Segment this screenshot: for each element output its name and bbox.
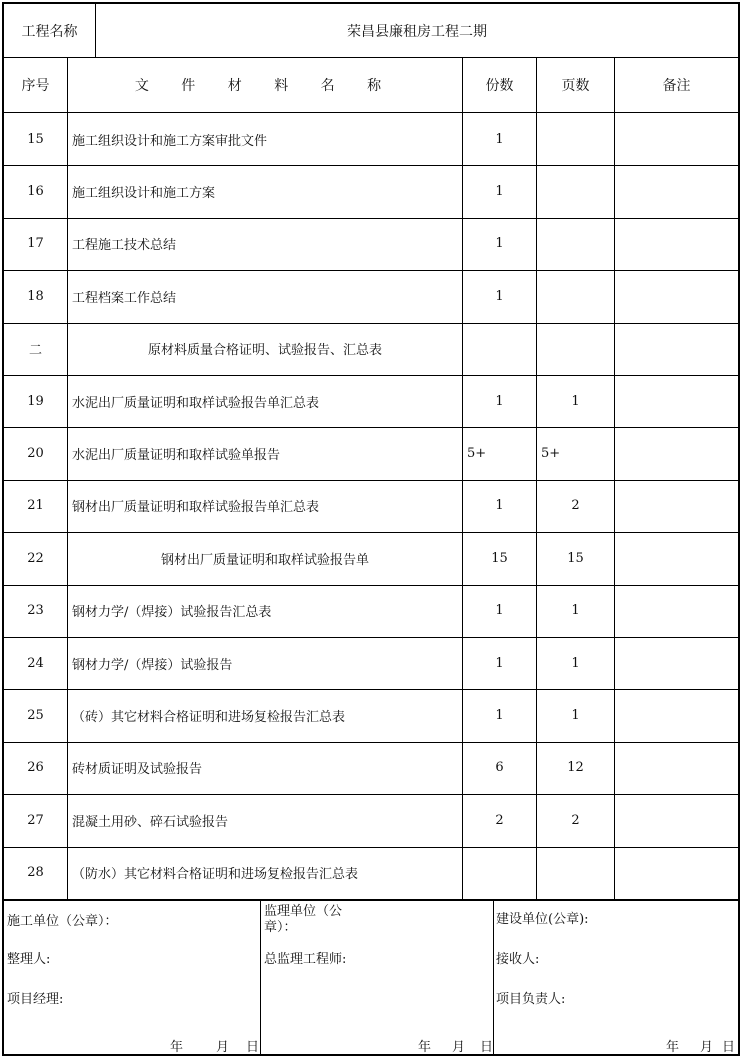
row-seq: 24 [27, 655, 44, 671]
row-file-name: 钢材出厂质量证明和取样试验报告单汇总表 [72, 500, 320, 516]
row-remarks [615, 165, 738, 217]
row-file-name: 施工组织设计和施工方案 [72, 186, 216, 202]
project-lead-label: 项目负责人: [496, 992, 566, 1007]
row-pages [537, 113, 614, 165]
row-pages [537, 165, 614, 217]
footer-divider-1 [260, 900, 261, 1054]
row-seq: 16 [27, 184, 44, 200]
footer-top-rule [4, 899, 738, 901]
row-remarks [615, 742, 738, 794]
row-copies: 1 [495, 236, 504, 252]
row-copies: 1 [495, 288, 504, 304]
chief-supervisor-label: 总监理工程师: [264, 952, 347, 967]
row-pages [537, 270, 614, 322]
row-seq: 18 [27, 288, 44, 304]
row-seq: 25 [27, 708, 44, 724]
row-seq: 28 [27, 865, 44, 881]
row-remarks [615, 532, 738, 584]
row-file-name: （防水）其它材料合格证明和进场复检报告汇总表 [72, 867, 359, 883]
row-seq: 21 [27, 498, 44, 514]
row-remarks [615, 323, 738, 375]
row-file-name: 工程施工技术总结 [72, 238, 177, 254]
row-remarks [615, 689, 738, 741]
row-seq: 20 [27, 446, 44, 462]
row-seq: 23 [27, 603, 44, 619]
col-header-copies: 份数 [485, 78, 514, 94]
row-pages: 1 [571, 393, 580, 409]
construction-date: 年 月 日 [170, 1040, 260, 1055]
row-copies: 1 [495, 603, 504, 619]
row-file-name: 钢材力学/（焊接）试验报告汇总表 [72, 605, 272, 621]
row-pages: 5+ [541, 446, 561, 462]
col-header-seq: 序号 [21, 78, 50, 94]
row-seq: 27 [27, 812, 44, 828]
supervision-unit-seal-line1: 监理单位（公 [264, 904, 343, 919]
row-pages: 1 [571, 708, 580, 724]
row-copies: 5+ [467, 446, 487, 462]
row-pages [537, 323, 614, 375]
row-remarks [615, 847, 738, 899]
row-pages: 15 [567, 550, 584, 566]
col-header-remarks: 备注 [662, 78, 691, 94]
row-seq: 19 [27, 393, 44, 409]
archive-transfer-form [2, 2, 740, 1056]
row-copies: 1 [495, 655, 504, 671]
row-file-name: 原材料质量合格证明、试验报告、汇总表 [147, 343, 382, 359]
row-remarks [615, 375, 738, 427]
col-line-1 [67, 58, 68, 900]
row-file-name: 水泥出厂质量证明和取样试验单报告 [72, 448, 281, 464]
row-pages [537, 847, 614, 899]
row-remarks [615, 427, 738, 479]
row-file-name: 工程档案工作总结 [72, 290, 177, 306]
row-copies: 6 [495, 760, 504, 776]
construction-unit-seal: 施工单位（公章）： [7, 914, 118, 929]
col-header-name: 文 件 材 料 名 称 [134, 78, 396, 94]
col-line-2 [462, 58, 463, 900]
col-header-pages: 页数 [561, 78, 590, 94]
row-pages: 1 [571, 603, 580, 619]
row-remarks [615, 113, 738, 165]
row-copies: 1 [495, 131, 504, 147]
row-copies: 2 [495, 812, 504, 828]
project-name-label: 工程名称 [21, 23, 78, 40]
row-seq: 26 [27, 760, 44, 776]
row-file-name: 钢材出厂质量证明和取样试验报告单 [160, 552, 369, 568]
row-remarks [615, 270, 738, 322]
row-remarks [615, 794, 738, 846]
row-seq: 17 [27, 236, 44, 252]
row-seq: 二 [28, 343, 42, 359]
footer-divider-2 [493, 900, 494, 1054]
row-remarks [615, 480, 738, 532]
project-manager-label: 项目经理: [7, 992, 64, 1007]
receiver-label: 接收人: [496, 952, 540, 967]
row-copies: 1 [495, 498, 504, 514]
row-remarks [615, 218, 738, 270]
row-remarks [615, 637, 738, 689]
owner-date: 年 月 日 [666, 1040, 736, 1055]
row-copies [463, 847, 536, 899]
row-copies [463, 323, 536, 375]
row-pages: 1 [571, 655, 580, 671]
supervision-unit-seal-line2: 章）： [264, 920, 297, 935]
row-pages: 12 [567, 760, 584, 776]
row-file-name: 混凝土用砂、碎石试验报告 [72, 814, 229, 830]
row-copies: 15 [491, 550, 508, 566]
row-copies: 1 [495, 184, 504, 200]
row-copies: 1 [495, 708, 504, 724]
row-copies: 1 [495, 393, 504, 409]
owner-unit-seal: 建设单位(公章): [496, 912, 589, 927]
row-pages: 2 [571, 498, 580, 514]
row-pages [537, 218, 614, 270]
row-file-name: 水泥出厂质量证明和取样试验报告单汇总表 [72, 395, 320, 411]
organizer-label: 整理人: [7, 952, 51, 967]
project-name-value: 荣昌县廉租房工程二期 [347, 23, 487, 40]
row-file-name: 钢材力学/（焊接）试验报告 [72, 657, 233, 673]
row-pages: 2 [571, 812, 580, 828]
row-file-name: 施工组织设计和施工方案审批文件 [72, 133, 268, 149]
supervision-date: 年 月 日 [418, 1040, 494, 1055]
row-file-name: （砖）其它材料合格证明和进场复检报告汇总表 [72, 710, 346, 726]
row-seq: 22 [27, 550, 44, 566]
row-seq: 15 [27, 131, 44, 147]
row-remarks [615, 585, 738, 637]
col-line-3 [536, 58, 537, 900]
col-line-4 [614, 58, 615, 900]
row-file-name: 砖材质证明及试验报告 [72, 762, 203, 778]
